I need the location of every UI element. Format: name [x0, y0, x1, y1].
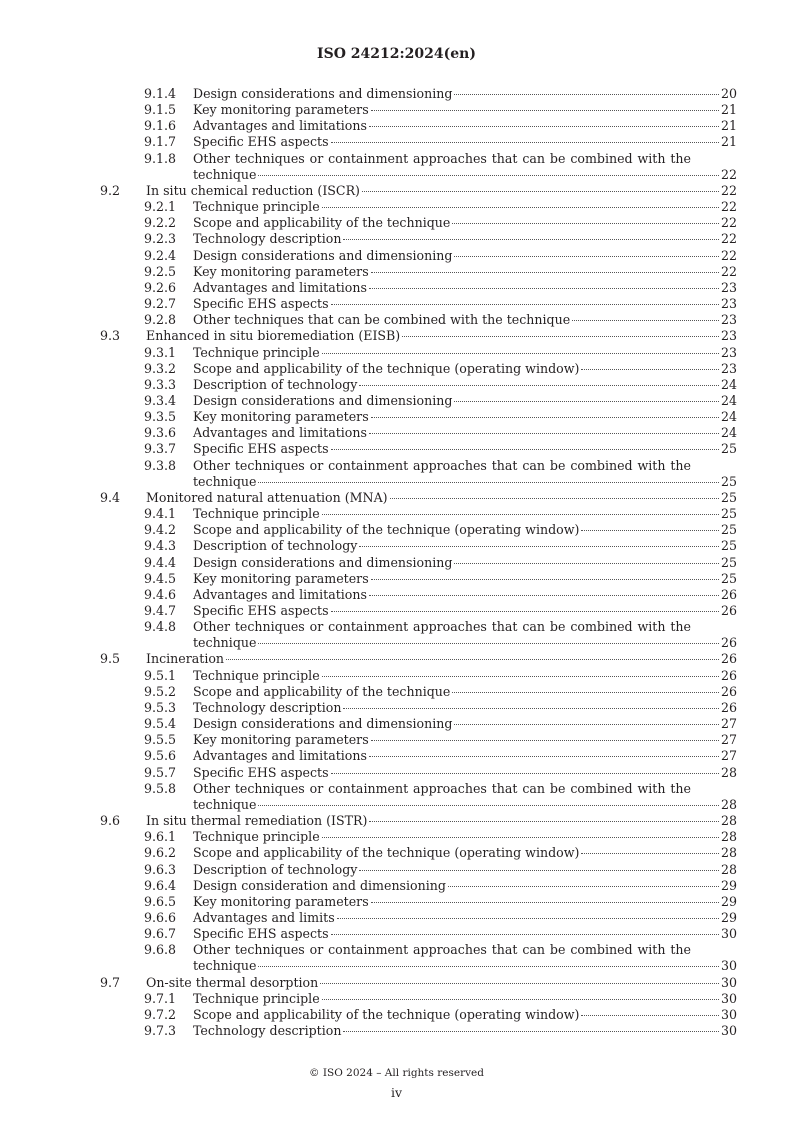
toc-entry-page: 26 [720, 635, 737, 651]
toc-entry-number: 9.7 [100, 974, 121, 990]
toc-entry-title: Advantages and limitations [193, 425, 367, 441]
dot-leader [572, 320, 719, 321]
toc-entry[interactable] [100, 603, 737, 619]
toc-entry-title: In situ thermal remediation (ISTR) [146, 813, 368, 829]
dot-leader [454, 401, 719, 402]
dot-leader [454, 94, 719, 95]
toc-entry-page: 22 [720, 199, 737, 215]
dot-leader [322, 837, 719, 838]
toc-entry-title: Scope and applicability of the technique (operating window) [193, 360, 580, 376]
toc-entry-page: 28 [720, 845, 737, 861]
toc-entry-page: 28 [720, 796, 737, 812]
toc-entry-number: 9.2.6 [144, 279, 177, 295]
toc-entry-page: 28 [720, 813, 737, 829]
dot-leader [343, 239, 719, 240]
toc-entry-number: 9.6.6 [144, 909, 177, 925]
dot-leader [581, 853, 719, 854]
toc-entry-title: Specific EHS aspects [193, 764, 329, 780]
toc-entry-title: Technology description [193, 1023, 342, 1039]
toc-entry-title: Key monitoring parameters [193, 893, 369, 909]
table-of-contents [100, 86, 737, 1039]
toc-entry-title: Advantages and limitations [193, 118, 367, 134]
toc-entry[interactable] [100, 651, 737, 667]
dot-leader [322, 514, 719, 515]
toc-entry-page: 28 [720, 764, 737, 780]
toc-entry[interactable] [100, 312, 737, 328]
toc-entry-number: 9.3.6 [144, 425, 177, 441]
toc-entry-title: Scope and applicability of the technique (operating window) [193, 845, 580, 861]
toc-entry-page: 23 [720, 360, 737, 376]
dot-leader [331, 611, 719, 612]
toc-entry-page: 25 [720, 522, 737, 538]
toc-entry[interactable] [100, 361, 737, 377]
toc-entry-title-continuation: technique [193, 473, 257, 489]
toc-entry-page: 22 [720, 263, 737, 279]
toc-entry-title: Design considerations and dimensioning [193, 392, 453, 408]
toc-entry-title: Incineration [146, 651, 225, 667]
toc-entry-page: 25 [720, 441, 737, 457]
toc-entry-number: 9.7.3 [144, 1023, 177, 1039]
toc-entry-title: Design considerations and dimensioning [193, 554, 453, 570]
toc-entry-page: 22 [720, 215, 737, 231]
toc-entry-title: Technique principle [193, 990, 320, 1006]
toc-entry-page: 28 [720, 829, 737, 845]
toc-entry-title: Key monitoring parameters [193, 732, 369, 748]
toc-entry[interactable] [100, 345, 737, 361]
toc-entry-title: Enhanced in situ bioremediation (EISB) [146, 328, 401, 344]
toc-entry[interactable] [100, 862, 737, 878]
toc-entry[interactable] [100, 926, 737, 942]
toc-entry-page: 29 [720, 893, 737, 909]
toc-entry-page: 29 [720, 909, 737, 925]
toc-entry[interactable] [100, 765, 737, 781]
toc-entry-page: 30 [720, 1006, 737, 1022]
toc-entry-number: 9.4 [100, 489, 121, 505]
toc-entry-page: 27 [720, 748, 737, 764]
toc-entry-number: 9.1.5 [144, 102, 177, 118]
toc-entry[interactable] [100, 490, 737, 506]
dot-leader [369, 821, 719, 822]
toc-entry-title: Specific EHS aspects [193, 296, 329, 312]
toc-entry[interactable] [100, 748, 737, 764]
toc-entry-title: Scope and applicability of the technique (operating window) [193, 1006, 580, 1022]
toc-entry-page: 23 [720, 279, 737, 295]
toc-entry[interactable] [100, 118, 737, 134]
toc-entry-title: Key monitoring parameters [193, 409, 369, 425]
toc-entry-title: Key monitoring parameters [193, 102, 369, 118]
toc-entry[interactable] [100, 878, 737, 894]
toc-entry[interactable] [100, 425, 737, 441]
toc-entry[interactable] [100, 458, 737, 474]
toc-entry-title: Specific EHS aspects [193, 441, 329, 457]
page-header: ISO 24212:2024(en) [317, 46, 476, 62]
toc-entry-number: 9.5.1 [144, 667, 177, 683]
toc-entry-number: 9.6.8 [144, 942, 177, 958]
toc-entry-title: Advantages and limitations [193, 748, 367, 764]
toc-entry-title: Other techniques or containment approaches that can be combined with the [193, 780, 691, 796]
dot-leader [359, 870, 719, 871]
toc-entry-number: 9.5.7 [144, 764, 177, 780]
toc-entry-continuation[interactable] [100, 167, 737, 183]
toc-entry-page: 26 [720, 603, 737, 618]
toc-entry-page: 21 [720, 102, 737, 118]
toc-entry-title: Monitored natural attenuation (MNA) [146, 489, 388, 505]
toc-entry-title: Other techniques or containment approaches that can be combined with the [193, 150, 691, 166]
dot-leader [369, 595, 719, 596]
toc-entry-page: 28 [720, 861, 737, 877]
toc-entry-page: 22 [720, 182, 737, 198]
toc-entry-page: 29 [720, 877, 737, 893]
toc-entry-title-continuation: technique [193, 635, 257, 651]
toc-entry[interactable] [100, 183, 737, 199]
dot-leader [322, 353, 719, 354]
toc-entry-page: 22 [720, 231, 737, 247]
toc-entry[interactable] [100, 522, 737, 538]
toc-entry[interactable] [100, 538, 737, 554]
dot-leader [371, 417, 719, 418]
dot-leader [343, 708, 719, 709]
toc-entry-title: Specific EHS aspects [193, 926, 329, 942]
dot-leader [322, 207, 719, 208]
dot-leader [258, 482, 719, 483]
toc-entry-number: 9.7.2 [144, 1006, 177, 1022]
toc-entry-number: 9.4.6 [144, 586, 177, 602]
toc-entry-number: 9.4.4 [144, 554, 177, 570]
toc-entry-number: 9.7.1 [144, 990, 177, 1006]
toc-entry-number: 9.6 [100, 813, 121, 829]
toc-entry-page: 30 [720, 1023, 737, 1039]
toc-entry-title: Technique principle [193, 829, 320, 845]
toc-entry-title: On-site thermal desorption [146, 974, 319, 990]
toc-entry[interactable] [100, 619, 737, 635]
dot-leader [322, 676, 719, 677]
dot-leader [359, 546, 719, 547]
toc-entry-number: 9.6.7 [144, 926, 177, 942]
toc-entry[interactable] [100, 571, 737, 587]
toc-entry-page: 24 [720, 425, 737, 441]
toc-entry-title: Design considerations and dimensioning [193, 247, 453, 263]
dot-leader [371, 902, 719, 903]
toc-entry[interactable] [100, 328, 737, 344]
dot-leader [369, 288, 719, 289]
toc-entry-number: 9.3.4 [144, 392, 177, 408]
toc-entry-title: Other techniques or containment approaches that can be combined with the [193, 457, 691, 473]
dot-leader [258, 805, 719, 806]
toc-entry-page: 26 [720, 651, 737, 667]
toc-entry-title: Technology description [193, 699, 342, 715]
toc-entry-continuation[interactable] [100, 958, 737, 974]
toc-entry-title: Technique principle [193, 199, 320, 215]
toc-entry[interactable] [100, 506, 737, 522]
toc-entry-title: Key monitoring parameters [193, 263, 369, 279]
dot-leader [371, 272, 719, 273]
toc-entry-page: 22 [720, 247, 737, 263]
toc-entry-title-continuation: technique [193, 958, 257, 974]
toc-entry-number: 9.5.5 [144, 732, 177, 748]
toc-entry-number: 9.5.2 [144, 683, 177, 699]
dot-leader [454, 724, 719, 725]
toc-entry[interactable] [100, 296, 737, 312]
toc-entry-title: Technique principle [193, 344, 320, 360]
toc-entry[interactable] [100, 555, 737, 571]
toc-entry-continuation[interactable] [100, 474, 737, 490]
toc-entry-number: 9.4.1 [144, 506, 177, 522]
toc-entry-number: 9.6.1 [144, 829, 177, 845]
copyright-footer: © ISO 2024 – All rights reserved [309, 1067, 484, 1079]
toc-entry-page: 21 [720, 118, 737, 134]
toc-entry[interactable] [100, 441, 737, 457]
toc-entry-page: 26 [720, 683, 737, 699]
toc-entry-number: 9.5.3 [144, 699, 177, 715]
toc-entry[interactable] [100, 215, 737, 231]
toc-entry[interactable] [100, 894, 737, 910]
toc-entry-number: 9.6.4 [144, 877, 177, 893]
toc-entry-page: 21 [720, 134, 737, 150]
toc-entry-title: Advantages and limits [193, 909, 335, 925]
toc-entry-title: Design consideration and dimensioning [193, 877, 446, 893]
toc-entry-page: 25 [720, 506, 737, 522]
dot-leader [331, 934, 719, 935]
toc-entry[interactable] [100, 732, 737, 748]
toc-entry[interactable] [100, 280, 737, 296]
toc-entry-number: 9.1.7 [144, 134, 177, 150]
dot-leader [337, 918, 719, 919]
toc-entry[interactable] [100, 700, 737, 716]
toc-entry-title: Technology description [193, 231, 342, 247]
toc-entry-page: 25 [720, 538, 737, 554]
dot-leader [359, 385, 719, 386]
toc-entry-title: Specific EHS aspects [193, 603, 329, 618]
dot-leader [258, 966, 719, 967]
toc-entry-number: 9.2.7 [144, 296, 177, 312]
dot-leader [258, 643, 719, 644]
toc-entry[interactable] [100, 102, 737, 118]
toc-entry[interactable] [100, 151, 737, 167]
toc-entry-title: Other techniques that can be combined with the technique [193, 312, 571, 328]
dot-leader [371, 579, 719, 580]
toc-entry-number: 9.6.5 [144, 893, 177, 909]
toc-entry-number: 9.5.6 [144, 748, 177, 764]
toc-entry-number: 9.3 [100, 328, 121, 344]
toc-entry[interactable] [100, 910, 737, 926]
toc-entry[interactable] [100, 134, 737, 150]
toc-entry-number: 9.5.8 [144, 780, 177, 796]
toc-entry-title: Description of technology [193, 376, 358, 392]
toc-entry[interactable] [100, 716, 737, 732]
page-number: iv [390, 1085, 403, 1100]
dot-leader [448, 886, 719, 887]
dot-leader [331, 773, 719, 774]
toc-entry-page: 23 [720, 328, 737, 344]
toc-entry[interactable] [100, 668, 737, 684]
toc-entry-continuation[interactable] [100, 635, 737, 651]
toc-entry[interactable] [100, 264, 737, 280]
toc-entry-title: Specific EHS aspects [193, 134, 329, 150]
dot-leader [581, 369, 719, 370]
toc-entry-title: Scope and applicability of the technique [193, 683, 451, 699]
toc-entry-number: 9.6.3 [144, 861, 177, 877]
toc-entry-number: 9.1.8 [144, 150, 177, 166]
toc-entry-page: 25 [720, 489, 737, 505]
dot-leader [226, 659, 719, 660]
toc-entry[interactable] [100, 684, 737, 700]
toc-entry-continuation[interactable] [100, 797, 737, 813]
toc-entry-page: 24 [720, 392, 737, 408]
toc-entry-number: 9.2.3 [144, 231, 177, 247]
toc-entry-page: 22 [720, 166, 737, 182]
dot-leader [331, 142, 719, 143]
toc-entry[interactable] [100, 813, 737, 829]
toc-entry-number: 9.4.2 [144, 522, 177, 538]
toc-entry-page: 23 [720, 296, 737, 312]
dot-leader [362, 191, 719, 192]
toc-entry-number: 9.4.8 [144, 619, 177, 635]
dot-leader [452, 692, 719, 693]
dot-leader [258, 175, 719, 176]
toc-entry-number: 9.3.3 [144, 376, 177, 392]
toc-entry-title-continuation: technique [193, 796, 257, 812]
dot-leader [454, 256, 719, 257]
toc-entry[interactable] [100, 587, 737, 603]
dot-leader [322, 999, 719, 1000]
toc-entry-page: 25 [720, 570, 737, 586]
toc-entry-number: 9.4.3 [144, 538, 177, 554]
toc-entry[interactable] [100, 409, 737, 425]
toc-entry-number: 9.3.1 [144, 344, 177, 360]
toc-entry-page: 26 [720, 699, 737, 715]
toc-entry-title: Technique principle [193, 667, 320, 683]
dot-leader [369, 126, 719, 127]
dot-leader [390, 498, 719, 499]
toc-entry[interactable] [100, 377, 737, 393]
toc-entry-title: Other techniques or containment approaches that can be combined with the [193, 942, 691, 958]
toc-entry-page: 23 [720, 312, 737, 328]
toc-entry-page: 25 [720, 473, 737, 489]
toc-entry-page: 25 [720, 554, 737, 570]
toc-entry[interactable] [100, 829, 737, 845]
toc-entry[interactable] [100, 393, 737, 409]
dot-leader [371, 740, 719, 741]
toc-entry-page: 30 [720, 926, 737, 942]
toc-entry-number: 9.2.1 [144, 199, 177, 215]
toc-entry-page: 24 [720, 409, 737, 425]
toc-entry-number: 9.5 [100, 651, 121, 667]
toc-entry[interactable] [100, 199, 737, 215]
toc-entry-number: 9.5.4 [144, 716, 177, 732]
toc-entry-number: 9.4.7 [144, 603, 177, 618]
dot-leader [402, 336, 719, 337]
toc-entry-title: Other techniques or containment approaches that can be combined with the [193, 619, 691, 635]
toc-entry-number: 9.2 [100, 182, 121, 198]
toc-entry-number: 9.6.2 [144, 845, 177, 861]
toc-entry-number: 9.3.7 [144, 441, 177, 457]
toc-entry-number: 9.2.4 [144, 247, 177, 263]
dot-leader [454, 563, 719, 564]
toc-entry-title: In situ chemical reduction (ISCR) [146, 182, 360, 198]
dot-leader [343, 1031, 719, 1032]
toc-entry-number: 9.1.6 [144, 118, 177, 134]
toc-entry-title: Description of technology [193, 861, 358, 877]
dot-leader [369, 433, 719, 434]
toc-entry-number: 9.2.5 [144, 263, 177, 279]
toc-entry-page: 20 [720, 86, 737, 101]
dot-leader [369, 756, 719, 757]
toc-entry-title: Scope and applicability of the technique [193, 215, 451, 231]
dot-leader [320, 983, 719, 984]
toc-entry-title: Design considerations and dimensioning [193, 716, 453, 732]
toc-entry-title: Scope and applicability of the technique (operating window) [193, 522, 580, 538]
toc-entry[interactable] [100, 86, 737, 102]
toc-entry-number: 9.3.5 [144, 409, 177, 425]
toc-entry-page: 26 [720, 667, 737, 683]
toc-entry[interactable] [100, 781, 737, 797]
toc-entry-title: Key monitoring parameters [193, 570, 369, 586]
toc-entry-title: Advantages and limitations [193, 279, 367, 295]
dot-leader [581, 530, 719, 531]
dot-leader [371, 110, 719, 111]
toc-entry[interactable] [100, 991, 737, 1007]
toc-entry-page: 26 [720, 586, 737, 602]
toc-entry-number: 9.3.2 [144, 360, 177, 376]
toc-entry-page: 27 [720, 716, 737, 732]
dot-leader [331, 449, 719, 450]
toc-entry[interactable] [100, 845, 737, 861]
toc-entry[interactable] [100, 942, 737, 958]
toc-entry-number: 9.4.5 [144, 570, 177, 586]
toc-entry-page: 30 [720, 958, 737, 974]
toc-entry[interactable] [100, 231, 737, 247]
toc-entry-number: 9.3.8 [144, 457, 177, 473]
toc-entry-number: 9.1.4 [144, 86, 177, 101]
toc-entry-number: 9.2.2 [144, 215, 177, 231]
toc-entry-title: Description of technology [193, 538, 358, 554]
toc-entry-page: 24 [720, 376, 737, 392]
dot-leader [331, 304, 719, 305]
toc-entry[interactable] [100, 248, 737, 264]
dot-leader [452, 223, 719, 224]
toc-entry[interactable] [100, 1023, 737, 1039]
toc-entry-title: Advantages and limitations [193, 586, 367, 602]
toc-entry-page: 27 [720, 732, 737, 748]
toc-entry-number: 9.2.8 [144, 312, 177, 328]
dot-leader [581, 1015, 719, 1016]
toc-entry[interactable] [100, 975, 737, 991]
toc-entry-page: 30 [720, 990, 737, 1006]
toc-entry-title: Design considerations and dimensioning [193, 86, 453, 101]
toc-entry-title-continuation: technique [193, 166, 257, 182]
toc-entry-page: 23 [720, 344, 737, 360]
toc-entry[interactable] [100, 1007, 737, 1023]
toc-entry-title: Technique principle [193, 506, 320, 522]
toc-entry-page: 30 [720, 974, 737, 990]
